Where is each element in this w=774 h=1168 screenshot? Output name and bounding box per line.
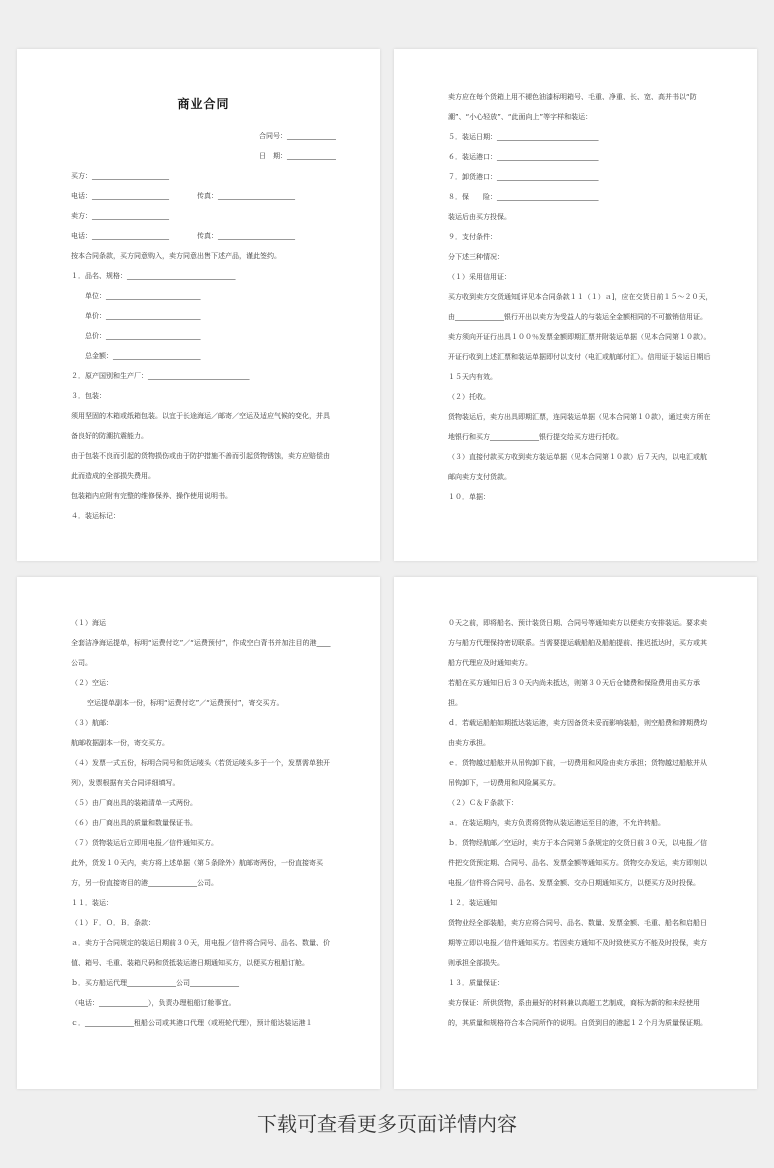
air-transport-paragraph: 空运提单副本一份，标明“运费付讫”／“运费预付”，寄交买方。 (87, 699, 284, 707)
document-page-3 (17, 577, 380, 1089)
payment-cases-intro: 分下述三种情况： (448, 253, 504, 261)
unit-price-line: 单价：___________________________ (85, 312, 201, 320)
cf-b-paragraph: ｂ．货物经航邮／空运时，卖方于本合同第５条规定的交货日前３０天，以电报／信件把交货预定期、合同号、品名、发票金额等通知买方。货物交办发运，卖方即刻以电报／信件将合同号、品名、发票金额、交办日期通知买方，以便买方及时投保。 (448, 839, 707, 887)
clause-11-shipment: １１．装运： (71, 899, 113, 907)
total-price-line: 总价：___________________________ (85, 332, 201, 340)
clause-10-documents: １０．单据： (448, 493, 490, 501)
air-transport-heading: （２）空运： (71, 679, 113, 687)
clause-5-shipment-date: ５．装运日期：_____________________________ (448, 133, 599, 141)
quality-certificate-line: （６）由厂商出具的质量和数量保证书。 (71, 819, 197, 827)
seller-line: 卖方：______________________ (71, 212, 169, 220)
airmail-paragraph: 航邮收据副本一份，寄交买方。 (71, 739, 169, 747)
payment-collection-heading: （２）托收。 (448, 393, 490, 401)
document-page-2 (394, 49, 757, 561)
unit-line: 单位：___________________________ (85, 292, 201, 300)
vessel-notice-paragraph: ０天之前，即将船名、预计装货日期、合同号等通知卖方以便卖方安排装运。要求卖方与船方代理保持密切联系。当需要提运载船舶及船舶提前、推迟抵达时，买方或其船方代理应及时通知卖方。 (448, 619, 707, 667)
cf-a-line: ａ．在装运期内，卖方负责将货物从装运港运至目的港，不允许转船。 (448, 819, 665, 827)
buyer-phone-fax-line: 电话：______________________ 传真：______________________ (71, 192, 295, 200)
fob-c-line: ｃ．______________租船公司或其港口代理（或班轮代理），预计船达装运港１ (71, 1019, 313, 1027)
payment-lc-heading: （１）采用信用证： (448, 273, 511, 281)
clause-1-product: １．品名、规格：_______________________________ (71, 272, 236, 280)
contract-number-line: 合同号：______________ (259, 132, 336, 140)
fob-a-paragraph: ａ．卖方于合同规定的装运日期前３０天，用电报／信件将合同号、品名、数量、价值、箱号、毛重、装箱尺码和货抵装运港日期通知买方，以便买方租船订舱。 (71, 939, 330, 967)
shipment-notice-paragraph: 货物业经全部装船，卖方应将合同号、品名、数量、发票金额、毛重、船名和启船日期等立即以电报／信件通知买方。若因卖方通知不及时致使买方不能及时投保，卖方则承担全部损失。 (448, 919, 707, 967)
invoice-paragraph: （４）发票一式五份，标明合同号和货运唛头（若货运唛头多于一个，发票需单独开列），发票根据有关合同详细填写。 (71, 759, 330, 787)
warranty-paragraph: 卖方保证：所供货物，系由最好的材料兼以高超工艺制成，商标为新的和未经使用的，其质量和规格符合本合同所作的说明。自货到目的港起１２个月为质量保证期。 (448, 999, 707, 1027)
clause-6-loading-port: ６．装运港口：_____________________________ (448, 153, 599, 161)
buyer-line: 买方：______________________ (71, 172, 169, 180)
total-amount-line: 总金额：_________________________ (85, 352, 201, 360)
clause-8-insurance: ８．保 险：_____________________________ (448, 193, 599, 201)
documents-mailing-paragraph: 此外，货发１０天内，卖方将上述单据（第５条除外）航邮寄两份，一份直接寄买方，另一份直接寄目的港______________公司。 (71, 859, 323, 887)
packing-list-line: （５）由厂商出具的装箱清单一式两份。 (71, 799, 197, 807)
packing-paragraph-3: 包装箱内应附有完整的维修保养、操作使用说明书。 (71, 492, 232, 500)
contract-title: 商业合同 (177, 97, 230, 111)
fob-d-paragraph: ｄ．若载运船舶如期抵达装运港，卖方因备货未妥而影响装船，则空船费和滞期费均由卖方承担。 (448, 719, 707, 747)
clause-7-unloading-port: ７．卸货港口：_____________________________ (448, 173, 599, 181)
payment-lc-paragraph: 买方收到卖方交货通知[详见本合同条款１１（１）ａ]，应在交货日前１５～２０天，由______________银行开出以卖方为受益人的与装运全金额相同的不可撤销信用证。卖方须向开证行出具１００％发票金额即期汇票并附装运单据（见本合同第１０款）。开证行收到上述汇票和装运单据即付以支付（电汇或航邮付汇）。信用证于装运日期后１５天内有效。 (448, 293, 713, 381)
clause-2-origin: ２．原产国别和生产厂：_____________________________ (71, 372, 250, 380)
fob-heading: （１）Ｆ．Ｏ．Ｂ．条款： (71, 919, 155, 927)
clause-13-warranty: １３．质量保证： (448, 979, 504, 987)
airmail-heading: （３）航邮： (71, 719, 113, 727)
cf-heading: （２）Ｃ＆Ｆ条款下： (448, 799, 518, 807)
packing-paragraph-2: 由于包装不良而引起的货物损伤或由于防护措施不善而引起货物锈蚀，卖方应赔偿由此而造成的全部损失费用。 (71, 452, 330, 480)
fob-b-phone-line: （电话：______________），负责办理租船订舱事宜。 (71, 999, 236, 1007)
insurance-note: 装运后由买方投保。 (448, 213, 511, 221)
fob-e-paragraph: ｅ．货物越过船舷并从吊钩卸下前，一切费用和风险由卖方承担；货物越过船舷并从吊钩卸下，一切费用和风险属买方。 (448, 759, 707, 787)
agreement-intro: 按本合同条款，买方同意购入，卖方同意出售下述产品，谨此签约。 (71, 252, 281, 260)
shipment-notice-line: （７）货物装运后立即用电报／信件通知买方。 (71, 839, 218, 847)
contract-date-line: 日 期：______________ (259, 152, 336, 160)
payment-collection-paragraph: 货物装运后，卖方出具即期汇票，连同装运单据（见本合同第１０款），通过卖方所在地银行和买方______________银行提交给买方进行托收。 (448, 413, 711, 441)
clause-3-packing: ３．包装： (71, 392, 106, 400)
clause-12-notice: １２．装运通知 (448, 899, 497, 907)
vessel-delay-paragraph: 若船在买方通知日后３０天内尚未抵达，则第３０天后仓储费和保险费用由买方承担。 (448, 679, 700, 707)
payment-direct-paragraph: （３）直接付款买方收到卖方装运单据（见本合同第１０款）后７天内，以电汇或航邮向卖方支付货款。 (448, 453, 707, 481)
document-page-1 (17, 49, 380, 561)
sea-transport-heading: （１）海运 (71, 619, 106, 627)
fob-b-line: ｂ．买方船运代理______________公司______________ (71, 979, 239, 987)
packing-paragraph-1: 须用坚固的木箱或纸箱包装。以宜于长途海运／邮寄／空运及适应气候的变化，并具备良好的防潮抗震能力。 (71, 412, 330, 440)
clause-9-payment: ９．支付条件： (448, 233, 497, 241)
document-page-4 (394, 577, 757, 1089)
marking-paragraph: 卖方应在每个货箱上用不褪色油漆标明箱号、毛重、净重、长、宽、高并书以“防潮”、“小心轻放”、“此面向上”等字样和装运： (448, 93, 697, 121)
download-more-caption: 下载可查看更多页面详情内容 (257, 1112, 517, 1136)
sea-transport-paragraph: 全套洁净海运提单，标明“运费付讫”／“运费预付”，作成空白背书并加注目的港____公司。 (71, 639, 331, 667)
seller-phone-fax-line: 电话：______________________ 传真：______________________ (71, 232, 295, 240)
clause-4-marks: ４．装运标记： (71, 512, 120, 520)
